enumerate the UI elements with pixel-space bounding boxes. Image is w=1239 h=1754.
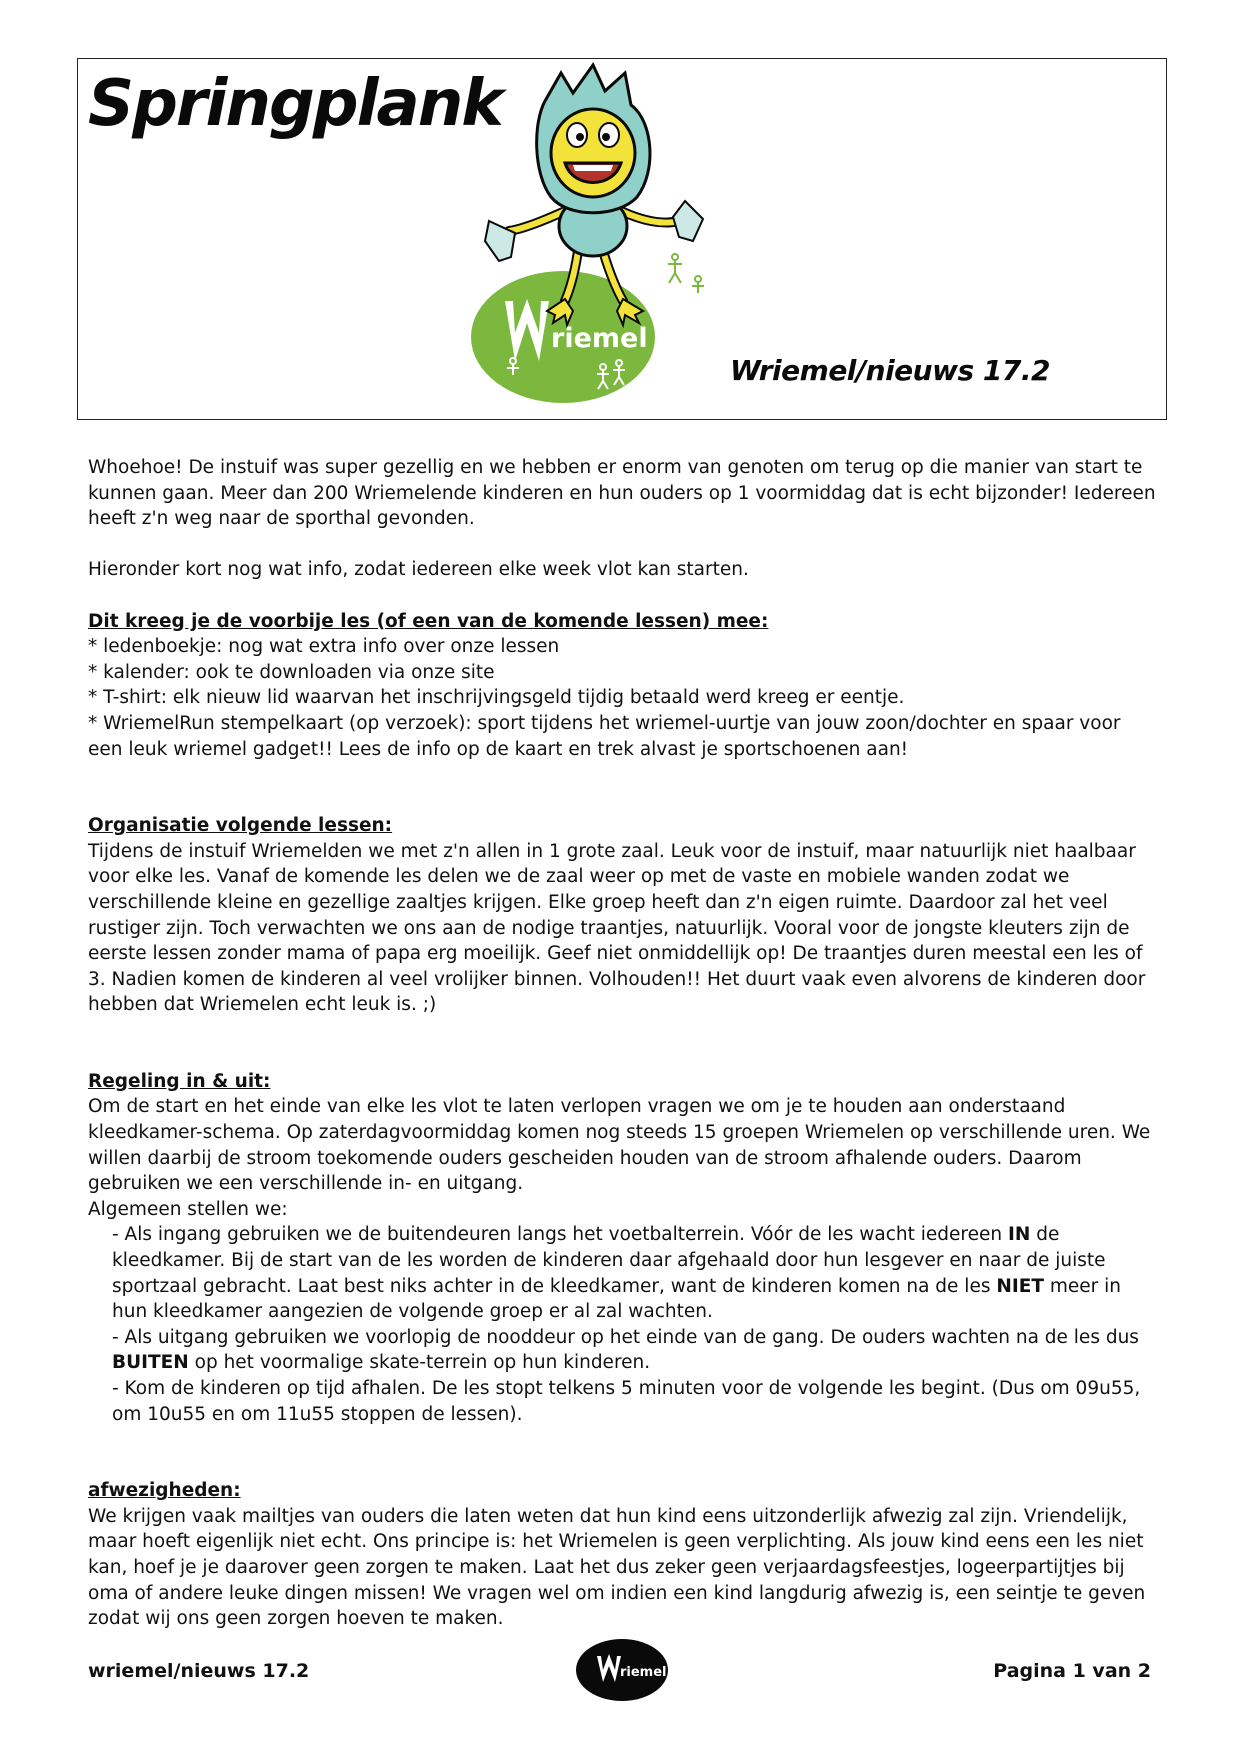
list-item: * kalender: ook te downloaden via onze site (88, 661, 495, 683)
absence-paragraph: We krijgen vaak mailtjes van ouders die laten weten dat hun kind eens uitzonderlijk afwezig zal zijn. Vriendelijk, maar hoeft eigenlijk niet echt. Ons principe is: het Wriemelen is geen verplichting. Als jouw kind eens een les niet kan, hoef je je daarover geen zorgen te maken. Laat het dus zeker geen verjaardagsfeestjes, logeerpartijtjes bij oma of andere leuke dingen missen! We vragen wel om indien een kind langdurig afwezig is, een seintje te geven zodat wij ons geen zorgen hoeven te maken. (88, 1505, 1146, 1630)
masthead (77, 58, 1167, 420)
list-item: * ledenboekje: nog wat extra info over onze lessen (88, 636, 560, 658)
rules-general: Algemeen stellen we: (88, 1198, 288, 1220)
logo-wordmark: riemel (551, 323, 648, 354)
list-item: * T-shirt: elk nieuw lid waarvan het inschrijvingsgeld tijdig betaald werd kreeg er eentje. (88, 687, 905, 709)
section-heading-rules: Regeling in & uit: (88, 1070, 271, 1092)
rules-paragraph: Om de start en het einde van elke les vlot te laten verlopen vragen we om je te houden aan onderstaand kleedkamer-schema. Op zaterdagvoormiddag komen nog steeds 15 groepen Wriemelen op verschillende uren. We willen daarbij de stroom toekomende ouders gescheiden houden van de stroom afhalende ouders. Daarom gebruiken we een verschillende in- en uitgang. (88, 1096, 1151, 1195)
newsletter-body (88, 455, 1160, 1632)
rule-pickup: - Kom de kinderen op tijd afhalen. De les stopt telkens 5 minuten voor de volgende les begint. (Dus om 09u55, om 10u55 en om 11u55 stoppen de lessen). (112, 1378, 1141, 1425)
footer-wriemel-logo (575, 1638, 669, 1702)
page-number: Pagina 1 van 2 (993, 1660, 1151, 1682)
issue-title: Wriemel/nieuws 17.2 (730, 354, 1050, 387)
rule-exit: - Als uitgang gebruiken we voorlopig de nooddeur op het einde van de gang. De ouders wachten na de les dus BUITEN op het voormalige skate-terrein op hun kinderen. (112, 1326, 1139, 1374)
section-heading-kit: Dit kreeg je de voorbije les (of een van de komende lessen) mee: (88, 610, 769, 632)
footer-issue: wriemel/nieuws 17.2 (88, 1660, 310, 1682)
wriemel-mascot-logo (453, 61, 723, 411)
organisation-paragraph: Tijdens de instuif Wriemelden we met z'n allen in 1 grote zaal. Leuk voor de instuif, maar natuurlijk niet haalbaar voor elke les. Vanaf de komende les delen we de zaal weer op met de vaste en mobiele wanden zodat we verschillende kleine en gezellige zaaltjes krijgen. Elke groep heeft dan z'n eigen ruimte. Daardoor zal het veel rustiger zijn. Toch verwachten we ons aan de nodige traantjes, natuurlijk. Vooral voor de jongste kleuters zijn de eerste lessen zonder mama of papa erg moeilijk. Geef niet onmiddellijk op! De traantjes duren meestal een les of 3. Nadien komen de kinderen al veel vrolijker binnen. Volhouden!! Het duurt vaak even alvorens de kinderen door hebben dat Wriemelen echt leuk is. ;) (88, 840, 1146, 1016)
section-heading-organisation: Organisatie volgende lessen: (88, 815, 393, 837)
brand-title: Springplank (88, 67, 502, 141)
intro-note: Hieronder kort nog wat info, zodat iedereen elke week vlot kan starten. (88, 559, 749, 581)
section-heading-absence: afwezigheden: (88, 1480, 241, 1502)
footer-logo-wordmark: riemel (620, 1665, 667, 1680)
intro-paragraph: Whoehoe! De instuif was super gezellig en we hebben er enorm van genoten om terug op die manier van start te kunnen gaan. Meer dan 200 Wriemelende kinderen en hun ouders op 1 voormiddag dat is echt bijzonder! Iedereen heeft z'n weg naar de sporthal gevonden. (88, 457, 1156, 530)
rule-entrance: - Als ingang gebruiken we de buitendeuren langs het voetbalterrein. Vóór de les wacht iedereen IN de kleedkamer. Bij de start van de les worden de kinderen daar afgehaald door hun lesgever en naar de juiste sportzaal gebracht. Laat best niks achter in de kleedkamer, want de kinderen komen na de les NIET meer in hun kleedkamer aangezien de volgende groep er al zal wachten. (112, 1224, 1122, 1323)
list-item: * WriemelRun stempelkaart (op verzoek): sport tijdens het wriemel-uurtje van jouw zoon/dochter en spaar voor een leuk wriemel gadget!! Lees de info op de kaart en trek alvast je sportschoenen aan! (88, 712, 1121, 760)
